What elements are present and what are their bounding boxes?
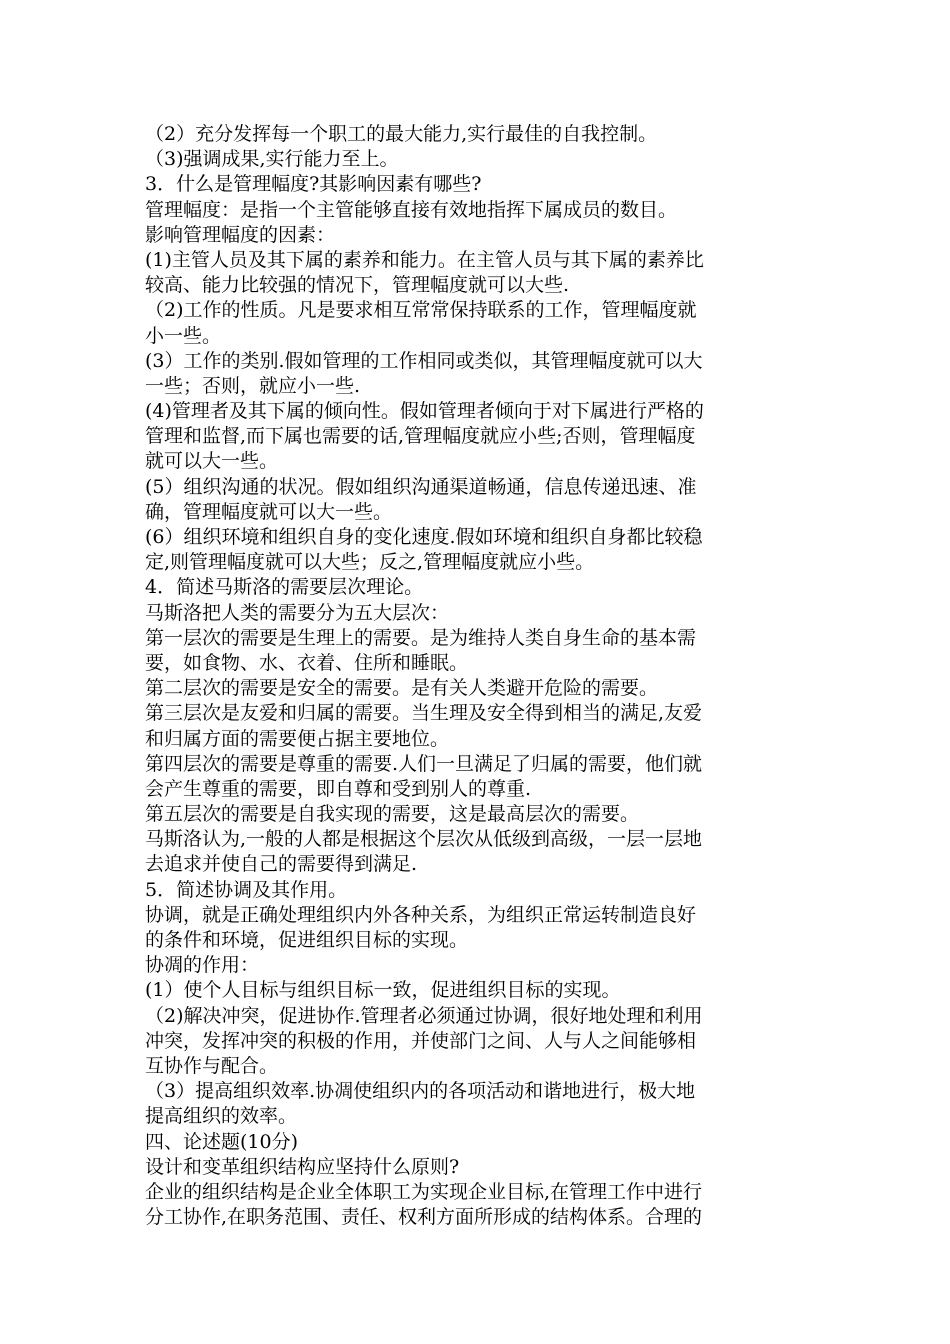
text-line: 确，管理幅度就可以大一些。 xyxy=(145,500,393,523)
text-line: 管理幅度：是指一个主管能够直接有效地指挥下属成员的数目。 xyxy=(145,198,678,221)
text-line: （3)强调成果,实行能力至上。 xyxy=(145,148,399,171)
text-line: 协凋的作用： xyxy=(145,954,260,977)
text-line: 小一些。 xyxy=(145,324,222,347)
text-line: 的条件和环境，促进组织目标的实现。 xyxy=(145,929,469,951)
text-line: 第三层次是友爱和归属的需要。当生理及安全得到相当的满足,友爱 xyxy=(145,702,703,725)
text-line: 第五层次的需要是自我实现的需要，这是最高层次的需要。 xyxy=(145,803,640,826)
text-line: （2）充分发挥每一个职工的最大能力,实行最佳的自我控制。 xyxy=(145,123,658,145)
text-line: （2)解决冲突，促进协作.管理者必须通过协调，很好地处理和利用 xyxy=(145,1004,703,1027)
text-line: (6）组织环境和组织自身的变化速度.假如环境和组织自身都比较稳 xyxy=(145,526,703,548)
text-line: 一些；否则，就应小一些. xyxy=(145,374,361,397)
text-line: 影响管理幅度的因素： xyxy=(145,223,336,246)
text-line: 马斯洛把人类的需要分为五大层次： xyxy=(145,601,450,624)
text-line: 马斯洛认为,一般的人都是根据这个层次从低级到高级，一层一层地 xyxy=(145,828,703,851)
text-line: 四、论述题(10分) xyxy=(145,1130,299,1153)
text-line: 第二层次的需要是安全的需要。是有关人类避开危险的需要。 xyxy=(145,677,659,700)
text-line: 4．简述马斯洛的需要层次理论。 xyxy=(145,576,424,599)
text-line: 企业的组织结构是企业全体职工为实现企业目标,在管理工作中进行 xyxy=(145,1180,703,1203)
text-line: 和归属方面的需要便占据主要地位。 xyxy=(145,727,450,750)
document-body xyxy=(145,122,810,1230)
text-line: 协调，就是正确处理组织内外各种关系，为组织正常运转制造良好 xyxy=(145,903,697,926)
text-line: 分工协作,在职务范围、责任、权利方面所形成的结构体系。合理的 xyxy=(145,1206,703,1229)
text-line: 互协作与配合。 xyxy=(145,1054,279,1077)
text-line: 管理和监督,而下属也需要的话,管理幅度就应小些;否则，管理幅度 xyxy=(145,425,696,448)
text-line: 要，如食物、水、衣着、住所和睡眠。 xyxy=(145,651,469,674)
text-line: 3．什么是管理幅度?其影响因素有哪些? xyxy=(145,173,482,196)
text-line: (1）使个人目标与组织目标一致，促进组织目标的实现。 xyxy=(145,979,621,1002)
text-line: 就可以大一些。 xyxy=(145,450,279,473)
text-line: 第四层次的需要是尊重的需要.人们一旦满足了归属的需要，他们就 xyxy=(145,752,703,775)
text-line: (5）组织沟通的状况。假如组织沟通渠道畅通，信息传递迅速、准 xyxy=(145,475,697,498)
text-line: 去追求并使自己的需要得到满足. xyxy=(145,853,418,876)
text-line: 提高组织的效率。 xyxy=(145,1105,298,1128)
text-line: (4)管理者及其下属的倾向性。假如管理者倾向于对下属进行严格的 xyxy=(145,400,704,423)
text-line: （2)工作的性质。凡是要求相互常常保持联系的工作，管理幅度就 xyxy=(145,299,697,322)
text-line: （3）提高组织效率.协凋使组织内的各项活动和谐地进行，极大地 xyxy=(145,1080,696,1103)
text-line: (3）工作的类别.假如管理的工作相同或类似，其管理幅度就可以大 xyxy=(145,349,703,372)
text-line: 冲突，发挥冲突的积极的作用，并使部门之间、人与人之间能够相 xyxy=(145,1029,697,1052)
text-line: 第一层次的需要是生理上的需要。是为维持人类自身生命的基本需 xyxy=(145,626,697,649)
text-line: 设计和变革组织结构应坚持什么原则? xyxy=(145,1155,460,1178)
text-line: 较高、能力比较强的情况下，管理幅度就可以大些. xyxy=(145,274,570,297)
text-line: 定,则管理幅度就可以大些；反之,管理幅度就应小些。 xyxy=(145,551,595,574)
text-line: (1)主管人员及其下属的素养和能力。在主管人员与其下属的素养比 xyxy=(145,248,704,271)
text-line: 会产生尊重的需要，即自尊和受到别人的尊重. xyxy=(145,777,532,800)
text-line: 5．简述协调及其作用。 xyxy=(145,878,348,901)
